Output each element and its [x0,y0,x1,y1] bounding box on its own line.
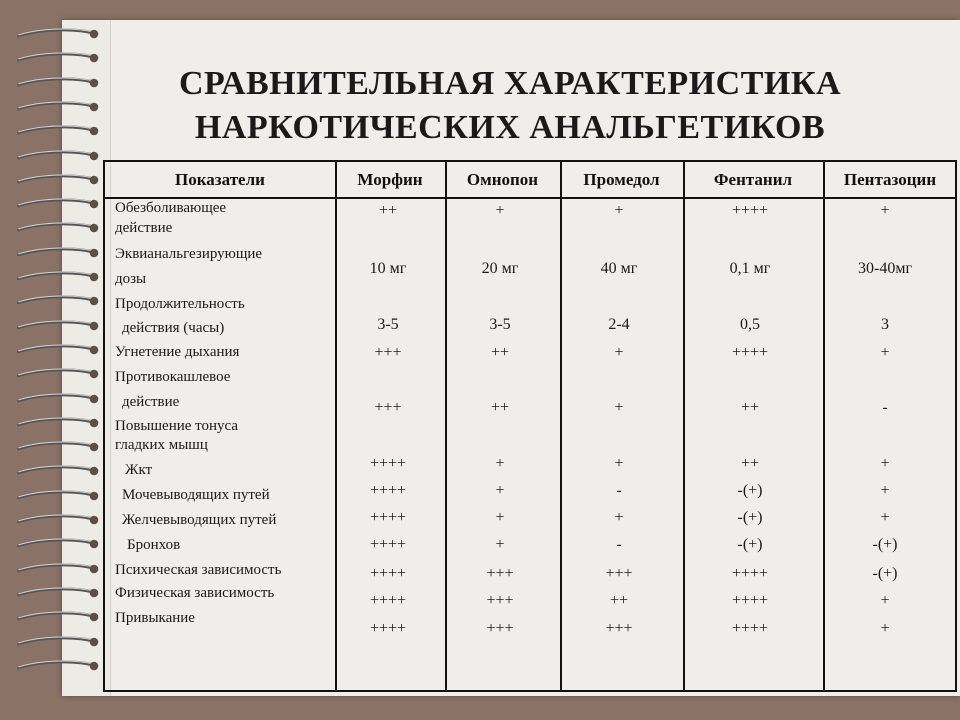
header-pentazocine: Пентазоцин [843,170,937,189]
row-label: Продолжительность [115,296,245,312]
column-divider [445,162,447,690]
table-cell: ++++ [369,536,407,553]
table-cell: ++ [609,592,629,609]
table-cell: -(+) [737,482,763,499]
spiral-ring-icon [8,514,108,526]
column-divider [823,162,825,690]
table-cell: + [880,482,890,499]
table-cell: + [495,536,505,553]
spiral-ring-icon [8,28,108,40]
title-line-1: СРАВНИТЕЛЬНАЯ ХАРАКТЕРИСТИКА [178,65,842,102]
table-cell: + [880,344,890,361]
spiral-ring-icon [8,465,108,477]
table-cell: ++ [740,455,760,472]
row-label: Жкт [125,462,153,478]
table-cell: + [614,344,624,361]
table-cell: ++++ [731,592,769,609]
table-cell: ++++ [369,509,407,526]
table-cell: ++++ [731,344,769,361]
row-label: Физическая зависимость [115,585,275,601]
spiral-ring-icon [8,150,108,162]
table-cell: ++++ [369,455,407,472]
table-cell: ++++ [369,592,407,609]
table-cell: ++++ [731,620,769,637]
table-cell: 0,5 [740,316,760,333]
spiral-ring-icon [8,563,108,575]
header-omnopon: Омнопон [466,170,539,189]
row-label: Психическая зависимость [115,562,282,578]
table-cell: + [495,202,505,219]
table-cell: ++++ [369,620,407,637]
row-label: Привыкание [115,610,195,626]
table-cell: ++ [740,399,760,416]
table-cell: ++++ [369,565,407,582]
table-cell: + [880,620,890,637]
spiral-ring-icon [8,636,108,648]
table-cell: 10 мг [369,260,407,277]
column-divider [335,162,337,690]
table-cell: +++ [486,620,514,637]
spiral-ring-icon [8,490,108,502]
table-cell: -(+) [872,565,898,582]
table-cell: -(+) [872,536,898,553]
row-label: Бронхов [127,537,181,553]
table-cell: ++++ [369,482,407,499]
spiral-ring-icon [8,417,108,429]
row-label: гладких мышц [115,437,208,453]
table-cell: -(+) [737,536,763,553]
table-cell: ++++ [731,202,769,219]
row-label: Желчевыводящих путей [122,512,277,528]
table-cell: 3 [881,316,889,333]
table-cell: +++ [374,399,402,416]
row-label: Эквианальгезирующие [115,246,263,262]
spiral-ring-icon [8,393,108,405]
title-line-2: НАРКОТИЧЕСКИХ АНАЛЬГЕТИКОВ [194,109,826,146]
spiral-ring-icon [8,295,108,307]
column-divider [560,162,562,690]
table-cell: 30-40мг [857,260,912,277]
table-cell: + [880,509,890,526]
row-label: Обезболивающее [115,200,227,216]
header-morphine: Морфин [357,170,423,189]
spiral-ring-icon [8,174,108,186]
spiral-ring-icon [8,320,108,332]
table-cell: 0,1 мг [729,260,771,277]
table-cell: - [616,482,622,499]
table-cell: 20 мг [481,260,519,277]
table-cell: + [880,202,890,219]
spiral-ring-icon [8,660,108,672]
spiral-ring-icon [8,247,108,259]
table-cell: ++ [490,399,510,416]
spiral-ring-icon [8,344,108,356]
table-cell: + [880,592,890,609]
row-label: Противокашлевое [115,369,231,385]
table-cell: + [614,455,624,472]
comparison-table [103,160,957,692]
row-label: действие [115,220,173,236]
table-cell: + [495,455,505,472]
page-title [0,62,960,150]
spiral-ring-icon [8,222,108,234]
table-cell: 3-5 [489,316,511,333]
table-cell: 3-5 [377,316,399,333]
table-cell: ++ [490,344,510,361]
table-cell: +++ [605,565,633,582]
table-cell: +++ [605,620,633,637]
table-cell: + [614,399,624,416]
table-cell: +++ [486,592,514,609]
table-cell: +++ [374,344,402,361]
table-cell: - [616,536,622,553]
table-cell: + [880,455,890,472]
table-cell: + [495,482,505,499]
row-label: Мочевыводящих путей [122,487,270,503]
spiral-ring-icon [8,538,108,550]
header-indicators: Показатели [175,170,265,189]
table-cell: ++++ [731,565,769,582]
spiral-ring-icon [8,587,108,599]
table-cell: + [614,202,624,219]
row-label: действие [122,394,180,410]
table-cell: 2-4 [608,316,630,333]
header-promedol: Промедол [583,170,660,189]
table-cell: -(+) [737,509,763,526]
spiral-ring-icon [8,271,108,283]
table-cell: ++ [378,202,398,219]
table-cell: - [882,399,888,416]
row-label: действия (часы) [122,320,225,336]
row-label: Угнетение дыхания [115,344,240,360]
spiral-ring-icon [8,198,108,210]
row-label: дозы [115,271,147,287]
row-label: Повышение тонуса [115,418,239,434]
table-cell: +++ [486,565,514,582]
spiral-ring-icon [8,368,108,380]
spiral-ring-icon [8,611,108,623]
table-cell: + [495,509,505,526]
column-divider [683,162,685,690]
table-cell: + [614,509,624,526]
header-fentanyl: Фентанил [713,170,793,189]
spiral-ring-icon [8,441,108,453]
table-cell: 40 мг [600,260,638,277]
